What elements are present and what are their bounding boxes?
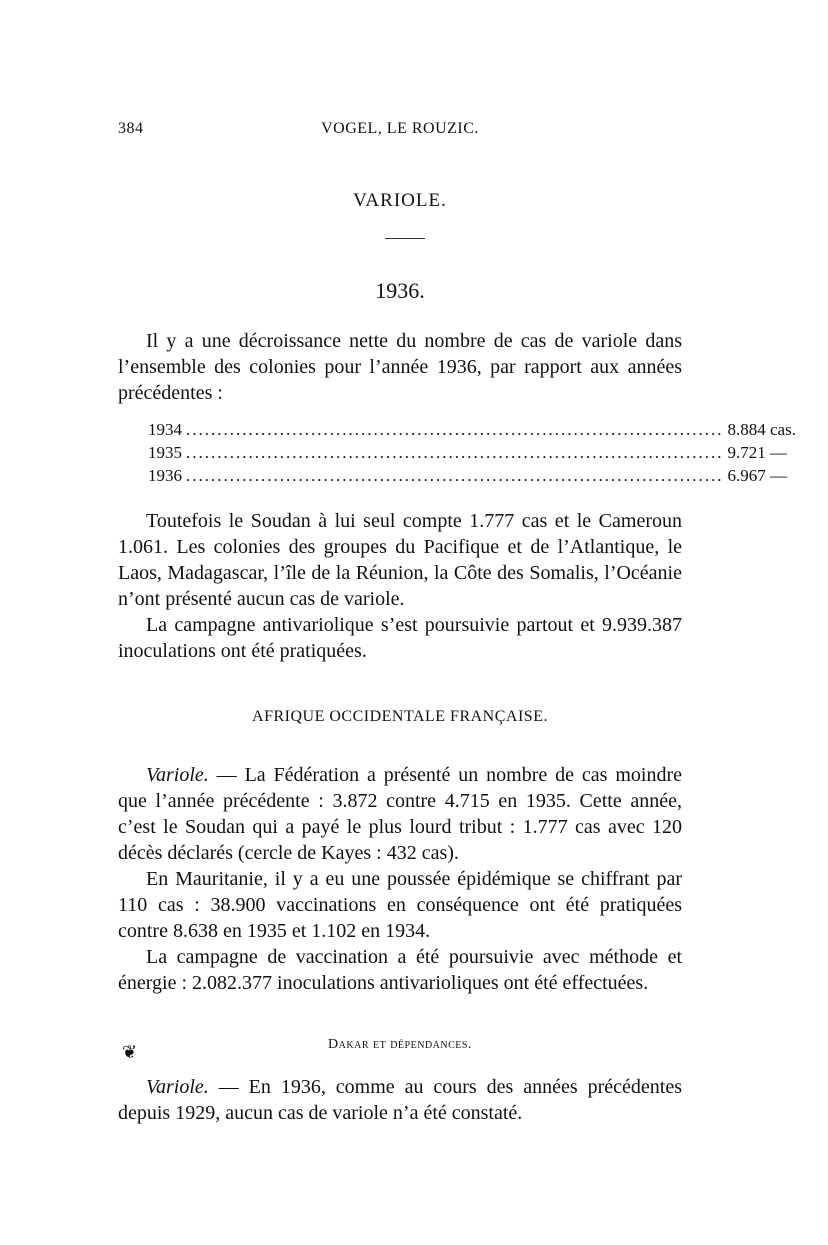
section-title: VARIOLE. [353, 190, 447, 211]
cases-table [148, 418, 796, 487]
paragraph-campaign [118, 612, 682, 664]
variole-label: Variole. [146, 1076, 209, 1098]
variole-label: Variole. [146, 764, 209, 786]
intro-text: Il y a une décroissance nette du nombre de cas de variole dans l’ensemble des colonies pour l’année 1936, par rapport aux années précédentes : [118, 330, 682, 404]
paragraph-soudan-text: Toutefois le Soudan à lui seul compte 1.777 cas et le Cameroun 1.061. Les colonies des groupes du Pacifique et de l’Atlantique, le Laos, Madagascar, l’île de la Réunion, la Côte des Somalis, l’Océanie n’ont présenté aucun cas de variole. [118, 510, 682, 610]
margin-mark-icon: ❦ [122, 1042, 138, 1062]
table-year: 1936 [148, 466, 182, 485]
section-dakar-heading: Dakar et dépendances. [328, 1037, 472, 1052]
paragraph-campaign-text: La campagne antivariolique s’est poursuivie partout et 9.939.387 inoculations ont été pratiquées. [118, 614, 682, 662]
leader-dots: ...................................................................................... [186, 420, 724, 439]
paragraph-aof-federation [118, 762, 682, 866]
leader-dots: ...................................................................................... [186, 466, 724, 485]
section-aof-heading: AFRIQUE OCCIDENTALE FRANÇAISE. [252, 708, 548, 725]
running-title: VOGEL, LE ROUZIC. [321, 120, 479, 137]
table-value: 6.967 — [727, 466, 787, 485]
paragraph-soudan [118, 508, 682, 612]
page-header [118, 120, 682, 144]
year-heading: 1936. [375, 278, 425, 303]
table-row [148, 441, 787, 464]
table-value: 8.884 cas. [727, 420, 796, 439]
vaccination-text: La campagne de vaccination a été poursuivie avec méthode et énergie : 2.082.377 inoculations antivarioliques ont été effectuées. [118, 946, 682, 994]
paragraph-mauritanie [118, 866, 682, 944]
title-rule [385, 238, 425, 239]
leader-dots: ...................................................................................... [186, 443, 724, 462]
mauritanie-text: En Mauritanie, il y a eu une poussée épidémique se chiffrant par 110 cas : 38.900 vaccinations en conséquence ont été pratiquées contre 8.638 en 1935 et 1.102 en 1934. [118, 868, 682, 942]
page-number: 384 [118, 120, 144, 137]
table-year: 1935 [148, 443, 182, 462]
paragraph-vaccination [118, 944, 682, 996]
table-row [148, 418, 796, 441]
aof-federation-text: — La Fédération a présenté un nombre de cas moindre que l’année précédente : 3.872 contre 4.715 en 1935. Cette année, c’est le Soudan qui a payé le plus lourd tribut : 1.777 cas avec 120 décès déclarés (cercle de Kayes : 432 cas). [118, 764, 682, 864]
intro-paragraph [118, 328, 682, 406]
table-row [148, 464, 787, 487]
dakar-text: — En 1936, comme au cours des années précédentes depuis 1929, aucun cas de variole n’a été constaté. [118, 1076, 682, 1124]
table-year: 1934 [148, 420, 182, 439]
paragraph-dakar [118, 1074, 682, 1126]
table-value: 9.721 — [727, 443, 787, 462]
